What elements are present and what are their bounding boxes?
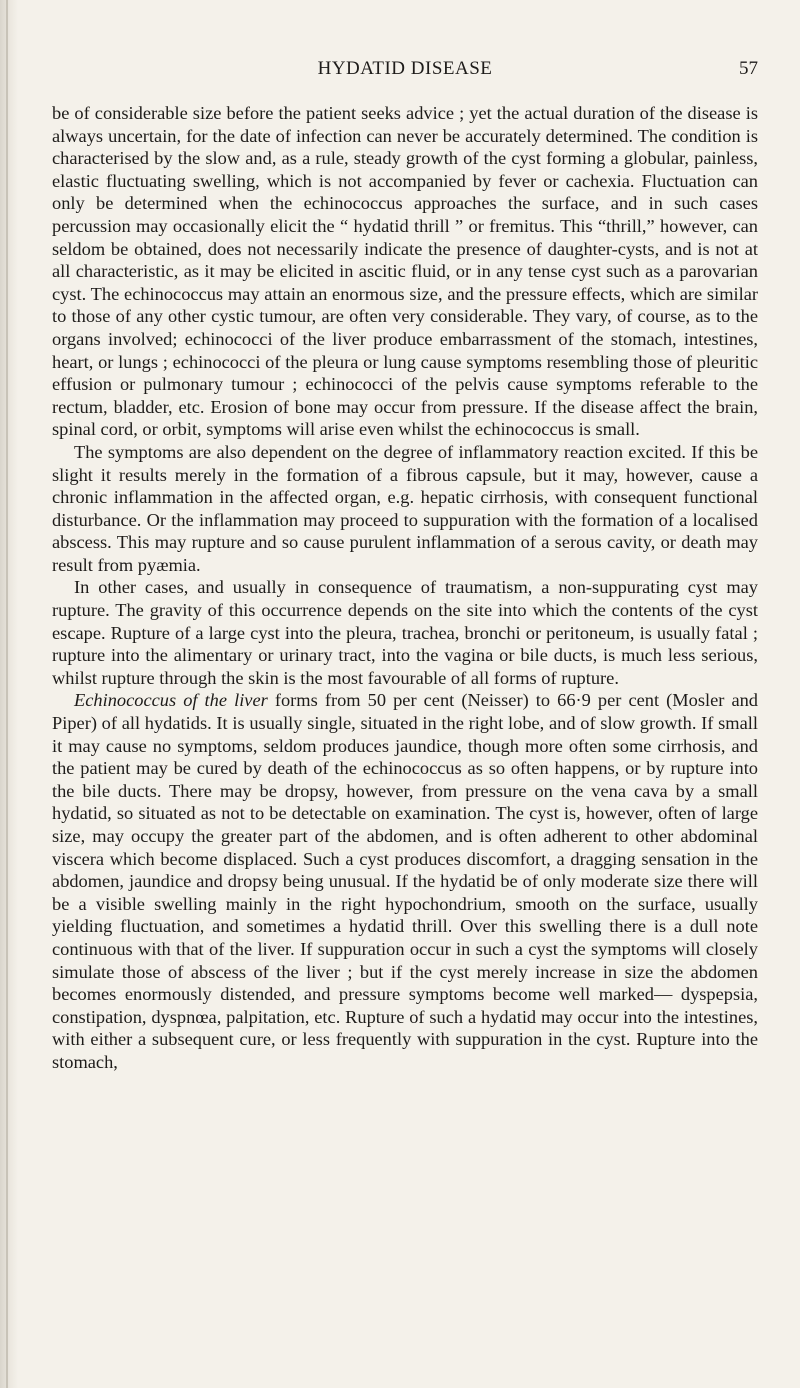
page-binding-edge <box>0 0 18 1388</box>
paragraph-liver <box>52 689 758 1073</box>
paragraph-inflammatory-reaction: The symptoms are also dependent on the degree of inflammatory reaction excited. If this be slight it results merely in the formation of a fibrous capsule, but it may, however, cause a chronic inflammation in the affected organ, e.g. hepatic cirrhosis, with consequent functional disturbance. Or the inflammation may proceed to suppuration with the formation of a localised abscess. This may rupture and so cause purulent inflammation of a serous cavity, or death may result from pyæmia. <box>52 441 758 575</box>
liver-italic-lead: Echinococcus of the liver <box>74 690 268 711</box>
liver-paragraph-text: forms from 50 per cent (Neisser) to 66·9 per cent (Mosler and Piper) of all hydatids. It is usually single, situated in the right lobe, and of slow growth. If small it may cause no symptoms, seldom produces jaundice, though more often some cirrhosis, and the patient may be cured by death of the echinococcus as so often happens, or by rupture into the bile ducts. There may be dropsy, however, from pressure on the vena cava by a small hydatid, so situated as not to be detectable on examination. The cyst is, however, often of large size, may occupy the greater part of the abdomen, and is often adherent to other abdominal viscera which become displaced. Such a cyst produces discomfort, a dragging sensation in the abdomen, jaundice and dropsy being unusual. If the hydatid be of only moderate size there will be a visible swelling mainly in the right hypochondrium, smooth on the surface, usually yielding fluctuation, and sometimes a hydatid thrill. Over this swelling there is a dull note continuous with that of the liver. If suppuration occur in such a cyst the symptoms will closely simulate those of abscess of the liver ; but if the cyst merely increase in size the abdomen becomes enormously distended, and pressure symptoms become well marked— dyspepsia, constipation, dyspnœa, palpitation, etc. Rupture of such a hydatid may occur into the intestines, with either a subsequent cure, or less frequently with suppuration in the cyst. Rupture into the stomach, <box>52 690 758 1072</box>
body-text <box>52 102 758 1074</box>
running-head: HYDATID DISEASE <box>317 58 493 79</box>
paragraph-rupture: In other cases, and usually in consequence of traumatism, a non-suppurating cyst may rupture. The gravity of this occurrence depends on the site into which the contents of the cyst escape. Rupture of a large cyst into the pleura, trachea, bronchi or peritoneum, is usually fatal ; rupture into the alimentary or urinary tract, into the vagina or bile ducts, is much less serious, whilst rupture through the skin is the most favourable of all forms of rupture. <box>52 577 758 688</box>
page-header <box>52 44 758 84</box>
page-number: 57 <box>739 58 758 79</box>
paragraph-duration: be of considerable size before the patient seeks advice ; yet the actual duration of the disease is always uncertain, for the date of infection can never be accurately determined. The condition is characterised by the slow and, as a rule, steady growth of the cyst forming a globular, painless, elastic fluctuating swelling, which is not accompanied by fever or cachexia. Fluctuation can only be determined when the echinococcus approaches the surface, and in such cases percussion may occasionally elicit the “ hydatid thrill ” or fremitus. This “thrill,” however, can seldom be obtained, does not necessarily indicate the presence of daughter-cysts, and is not at all characteristic, as it may be elicited in ascitic fluid, or in any tense cyst such as a parovarian cyst. The echinococcus may attain an enormous size, and the pressure effects, which are similar to those of any other cystic tumour, are often very considerable. They vary, of course, as to the organs involved; echinococci of the liver produce embarrassment of the stomach, intestines, heart, or lungs ; echinococci of the pleura or lung cause symptoms resembling those of pleuritic effusion or pulmonary tumour ; echinococci of the pelvis cause symptoms referable to the rectum, bladder, etc. Erosion of bone may occur from pressure. If the disease affect the brain, spinal cord, or orbit, symptoms will arise even whilst the echinococcus is small. <box>52 103 758 440</box>
